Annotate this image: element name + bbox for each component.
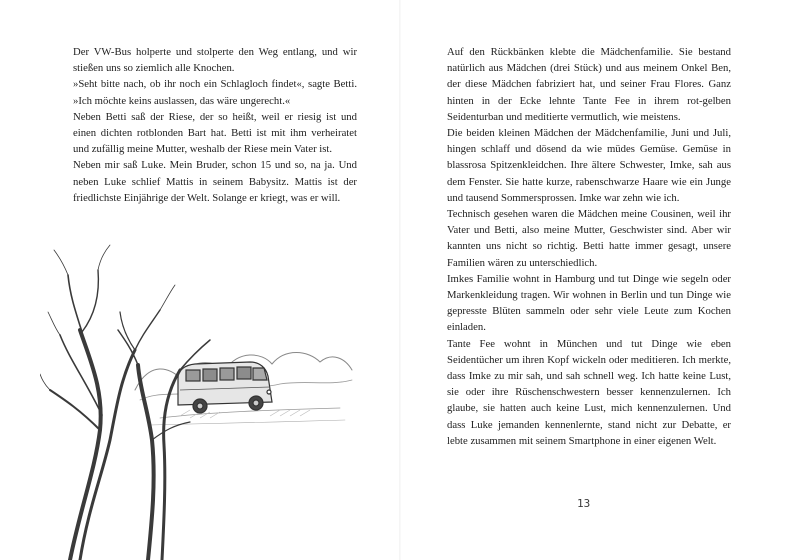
paragraph: Auf den Rückbänken klebte die Mädchenfamilie. Sie bestand natürlich aus Mädchen (drei Stück) und aus meinem Onkel Ben, der diese Mädchen fabriziert hat, und seiner Frau Flores. Ganz hinten in der Ecke lehnte Tante Fee in ihrem rot-gelben Seidenturban und meditierte vermutlich, wie meistens. (447, 46, 731, 123)
right-page-text (447, 44, 731, 449)
paragraph: Der VW-Bus holperte und stolperte den Weg entlang, und wir stießen uns so ziemlich alle Knochen. (73, 46, 357, 75)
paragraph: Neben mir saß Luke. Mein Bruder, schon 15 und so, na ja. Und neben Luke schlief Mattis in seinem Babysitz. Mattis ist der friedlichste Einjährige der Welt. Solange er kriegt, was er will. (73, 159, 357, 204)
paragraph: »Seht bitte nach, ob ihr noch ein Schlagloch findet«, sagte Betti. »Ich möchte keins auslassen, das wäre ungerecht.« (73, 78, 357, 107)
paragraph: Imkes Familie wohnt in Hamburg und tut Dinge wie segeln oder Markenkleidung tragen. Wir wohnen in Berlin und tun Dinge wie gepresste Blüten sammeln oder sehr viele Leute zum Kochen einladen. (447, 272, 731, 334)
paragraph: Neben Betti saß der Riese, der so heißt, weil er riesig ist und einen dichten rotblonden Bart hat. Betti ist mit ihm verheiratet und zufällig meine Mutter, weshalb der Riese mein Vater ist. (73, 110, 357, 156)
vw-bus (178, 362, 272, 413)
paragraph: Die beiden kleinen Mädchen der Mädchenfamilie, Juni und Juli, hingen schlaff und dösend da wie müdes Gemüse. Gemüse in blassrosa Spitzenkleidchen. Ihre ältere Schwester, Imke, sah aus dem Fenster. Sie hatte kurze, rabenschwarze Haare wie ein Junge und tausend Sommersprossen. Imke war zehn wie ich. (447, 127, 731, 204)
vw-bus-illustration (40, 240, 380, 560)
page-number: 13 (577, 497, 591, 510)
paragraph: Technisch gesehen waren die Mädchen meine Cousinen, weil ihr Vater und Betti, also meine Mutter, Geschwister sind. Aber wir kannten uns nicht so richtig. Betti hatte immer gesagt, unsere Familien wären zu unterschiedlich. (447, 208, 731, 269)
paragraph: Tante Fee wohnt in München und tut Dinge wie eben Seidentücher um ihren Kopf wickeln oder meditieren. Ich merkte, dass Imke zu mir sah, und sah schnell weg. Ich hatte keine Lust, sie oder ihre Rüschenschwestern besser kennenzulernen. Ich glaube, sie hatten auch keine Lust, mich kennenzulernen. Und dass Luke jemanden kennenlernte, stand nicht zur Debatte, er lebte zusammen mit seinem Smartphone in einer eigenen Welt. (447, 337, 731, 447)
tree-left (40, 245, 175, 560)
right-page (400, 0, 800, 560)
left-page-text (73, 44, 357, 206)
